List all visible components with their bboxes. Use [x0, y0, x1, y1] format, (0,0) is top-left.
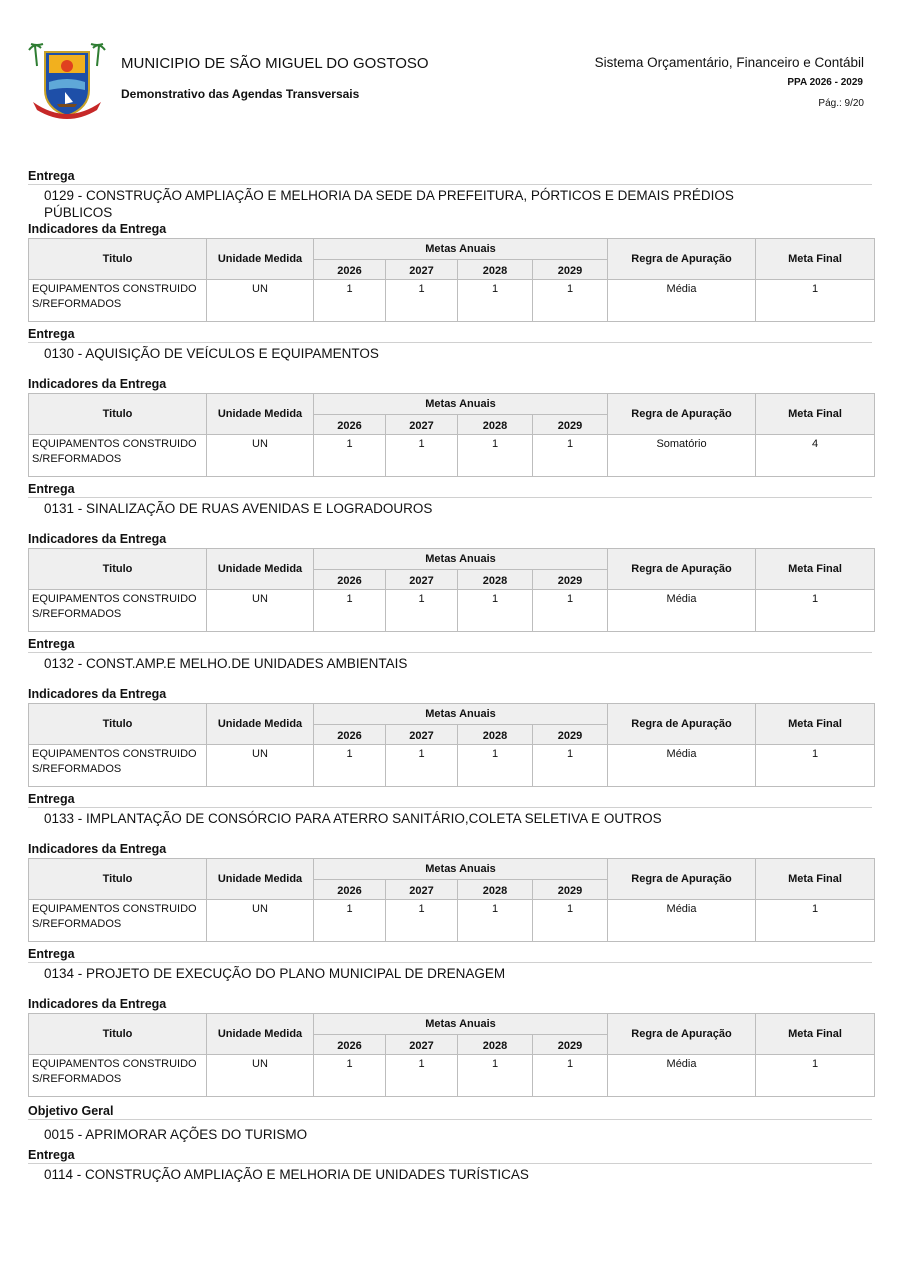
col-year: 2026 — [314, 880, 386, 900]
entrega-heading: Entrega — [28, 326, 872, 343]
entrega-section — [28, 481, 872, 632]
cell-2028: 1 — [458, 1055, 533, 1097]
system-name: Sistema Orçamentário, Financeiro e Contábil — [594, 55, 864, 70]
col-year: 2029 — [533, 260, 608, 280]
objetivo-section — [28, 1103, 872, 1143]
entrega-title: 0114 - CONSTRUÇÃO AMPLIAÇÃO E MELHORIA DE UNIDADES TURÍSTICAS — [44, 1167, 529, 1182]
cell-2027: 1 — [386, 1055, 458, 1097]
cell-regra: Média — [608, 900, 756, 942]
page-number: Pág.: 9/20 — [818, 98, 864, 109]
cell-titulo: EQUIPAMENTOS CONSTRUIDOS/REFORMADOS — [29, 435, 207, 477]
indicadores-table — [28, 548, 875, 632]
cell-titulo: EQUIPAMENTOS CONSTRUIDOS/REFORMADOS — [29, 745, 207, 787]
table-row — [29, 745, 875, 787]
cell-2027: 1 — [386, 280, 458, 322]
cell-2026: 1 — [314, 1055, 386, 1097]
cell-2026: 1 — [314, 745, 386, 787]
entrega-heading: Entrega — [28, 946, 872, 963]
cell-2026: 1 — [314, 280, 386, 322]
col-unidade: Unidade Medida — [207, 1014, 314, 1055]
cell-2028: 1 — [458, 590, 533, 632]
col-titulo: Titulo — [29, 394, 207, 435]
col-meta-final: Meta Final — [756, 549, 875, 590]
cell-2027: 1 — [386, 745, 458, 787]
entrega-title: 0130 - AQUISIÇÃO DE VEÍCULOS E EQUIPAMENTOS — [44, 346, 379, 361]
entrega-title: 0129 - CONSTRUÇÃO AMPLIAÇÃO E MELHORIA DA SEDE DA PREFEITURA, PÓRTICOS E DEMAIS PRÉDIOS — [44, 188, 734, 203]
indicadores-heading: Indicadores da Entrega — [28, 377, 167, 391]
entrega-section — [28, 1147, 872, 1183]
col-year: 2027 — [386, 725, 458, 745]
col-year: 2028 — [458, 260, 533, 280]
cell-2026: 1 — [314, 590, 386, 632]
indicadores-heading: Indicadores da Entrega — [28, 997, 167, 1011]
col-year: 2029 — [533, 1035, 608, 1055]
col-regra: Regra de Apuração — [608, 704, 756, 745]
cell-titulo: EQUIPAMENTOS CONSTRUIDOS/REFORMADOS — [29, 590, 207, 632]
cell-unidade: UN — [207, 590, 314, 632]
cell-2027: 1 — [386, 900, 458, 942]
report-header — [0, 0, 900, 130]
cell-regra: Média — [608, 1055, 756, 1097]
entrega-heading: Entrega — [28, 791, 872, 808]
cell-regra: Média — [608, 590, 756, 632]
col-year: 2028 — [458, 1035, 533, 1055]
col-unidade: Unidade Medida — [207, 859, 314, 900]
col-year: 2029 — [533, 570, 608, 590]
col-metas-anuais: Metas Anuais — [314, 239, 608, 260]
entrega-heading: Entrega — [28, 636, 872, 653]
col-year: 2027 — [386, 415, 458, 435]
indicadores-table — [28, 703, 875, 787]
entrega-section — [28, 168, 872, 322]
table-row — [29, 900, 875, 942]
entrega-title: 0132 - CONST.AMP.E MELHO.DE UNIDADES AMBIENTAIS — [44, 656, 408, 671]
col-unidade: Unidade Medida — [207, 239, 314, 280]
ppa-period: PPA 2026 - 2029 — [787, 77, 863, 88]
cell-2027: 1 — [386, 590, 458, 632]
cell-unidade: UN — [207, 435, 314, 477]
cell-unidade: UN — [207, 1055, 314, 1097]
cell-titulo: EQUIPAMENTOS CONSTRUIDOS/REFORMADOS — [29, 900, 207, 942]
col-metas-anuais: Metas Anuais — [314, 1014, 608, 1035]
cell-unidade: UN — [207, 900, 314, 942]
cell-2029: 1 — [533, 900, 608, 942]
objetivo-heading: Objetivo Geral — [28, 1103, 872, 1120]
col-unidade: Unidade Medida — [207, 394, 314, 435]
entrega-section — [28, 791, 872, 942]
table-row — [29, 435, 875, 477]
col-year: 2026 — [314, 260, 386, 280]
col-year: 2027 — [386, 570, 458, 590]
cell-2028: 1 — [458, 280, 533, 322]
entrega-section — [28, 326, 872, 477]
col-year: 2028 — [458, 570, 533, 590]
col-titulo: Titulo — [29, 1014, 207, 1055]
col-regra: Regra de Apuração — [608, 1014, 756, 1055]
indicadores-table — [28, 393, 875, 477]
cell-meta-final: 4 — [756, 435, 875, 477]
cell-2029: 1 — [533, 1055, 608, 1097]
col-regra: Regra de Apuração — [608, 549, 756, 590]
col-year: 2028 — [458, 880, 533, 900]
col-unidade: Unidade Medida — [207, 549, 314, 590]
col-year: 2029 — [533, 725, 608, 745]
col-metas-anuais: Metas Anuais — [314, 859, 608, 880]
entrega-title: 0133 - IMPLANTAÇÃO DE CONSÓRCIO PARA ATERRO SANITÁRIO,COLETA SELETIVA E OUTROS — [44, 811, 662, 826]
cell-unidade: UN — [207, 280, 314, 322]
entrega-heading: Entrega — [28, 1147, 872, 1164]
col-regra: Regra de Apuração — [608, 239, 756, 280]
cell-meta-final: 1 — [756, 900, 875, 942]
col-titulo: Titulo — [29, 704, 207, 745]
cell-2026: 1 — [314, 900, 386, 942]
table-row — [29, 280, 875, 322]
report-content — [28, 168, 872, 1183]
cell-titulo: EQUIPAMENTOS CONSTRUIDOS/REFORMADOS — [29, 1055, 207, 1097]
col-meta-final: Meta Final — [756, 859, 875, 900]
col-year: 2026 — [314, 725, 386, 745]
col-meta-final: Meta Final — [756, 704, 875, 745]
cell-2026: 1 — [314, 435, 386, 477]
cell-2029: 1 — [533, 745, 608, 787]
cell-2028: 1 — [458, 745, 533, 787]
col-year: 2026 — [314, 415, 386, 435]
report-subtitle: Demonstrativo das Agendas Transversais — [121, 87, 360, 101]
col-meta-final: Meta Final — [756, 239, 875, 280]
cell-regra: Somatório — [608, 435, 756, 477]
col-metas-anuais: Metas Anuais — [314, 704, 608, 725]
entrega-section — [28, 636, 872, 787]
cell-2029: 1 — [533, 435, 608, 477]
entrega-section — [28, 946, 872, 1097]
municipality-name: MUNICIPIO DE SÃO MIGUEL DO GOSTOSO — [121, 55, 429, 72]
col-meta-final: Meta Final — [756, 394, 875, 435]
cell-meta-final: 1 — [756, 1055, 875, 1097]
col-regra: Regra de Apuração — [608, 859, 756, 900]
entrega-heading: Entrega — [28, 168, 872, 185]
col-regra: Regra de Apuração — [608, 394, 756, 435]
col-year: 2029 — [533, 415, 608, 435]
col-metas-anuais: Metas Anuais — [314, 394, 608, 415]
table-row — [29, 590, 875, 632]
indicadores-heading: Indicadores da Entrega — [28, 222, 167, 236]
col-year: 2027 — [386, 260, 458, 280]
indicadores-table — [28, 1013, 875, 1097]
cell-meta-final: 1 — [756, 280, 875, 322]
col-meta-final: Meta Final — [756, 1014, 875, 1055]
cell-2027: 1 — [386, 435, 458, 477]
objetivo-title: 0015 - APRIMORAR AÇÕES DO TURISMO — [44, 1127, 308, 1142]
indicadores-heading: Indicadores da Entrega — [28, 532, 167, 546]
indicadores-table — [28, 238, 875, 322]
cell-titulo: EQUIPAMENTOS CONSTRUIDOS/REFORMADOS — [29, 280, 207, 322]
col-titulo: Titulo — [29, 859, 207, 900]
indicadores-heading: Indicadores da Entrega — [28, 687, 167, 701]
entrega-title-continued: PÚBLICOS — [44, 205, 113, 220]
col-year: 2027 — [386, 880, 458, 900]
cell-regra: Média — [608, 745, 756, 787]
col-year: 2029 — [533, 880, 608, 900]
col-titulo: Titulo — [29, 549, 207, 590]
cell-2028: 1 — [458, 900, 533, 942]
cell-2029: 1 — [533, 590, 608, 632]
entrega-title: 0134 - PROJETO DE EXECUÇÃO DO PLANO MUNICIPAL DE DRENAGEM — [44, 966, 506, 981]
cell-regra: Média — [608, 280, 756, 322]
cell-meta-final: 1 — [756, 590, 875, 632]
col-year: 2026 — [314, 570, 386, 590]
col-year: 2028 — [458, 415, 533, 435]
cell-2029: 1 — [533, 280, 608, 322]
col-unidade: Unidade Medida — [207, 704, 314, 745]
col-metas-anuais: Metas Anuais — [314, 549, 608, 570]
municipal-coat-of-arms-icon — [27, 42, 107, 120]
cell-unidade: UN — [207, 745, 314, 787]
col-titulo: Titulo — [29, 239, 207, 280]
indicadores-heading: Indicadores da Entrega — [28, 842, 167, 856]
col-year: 2028 — [458, 725, 533, 745]
cell-2028: 1 — [458, 435, 533, 477]
entrega-heading: Entrega — [28, 481, 872, 498]
cell-meta-final: 1 — [756, 745, 875, 787]
col-year: 2027 — [386, 1035, 458, 1055]
col-year: 2026 — [314, 1035, 386, 1055]
indicadores-table — [28, 858, 875, 942]
entrega-title: 0131 - SINALIZAÇÃO DE RUAS AVENIDAS E LOGRADOUROS — [44, 501, 433, 516]
table-row — [29, 1055, 875, 1097]
